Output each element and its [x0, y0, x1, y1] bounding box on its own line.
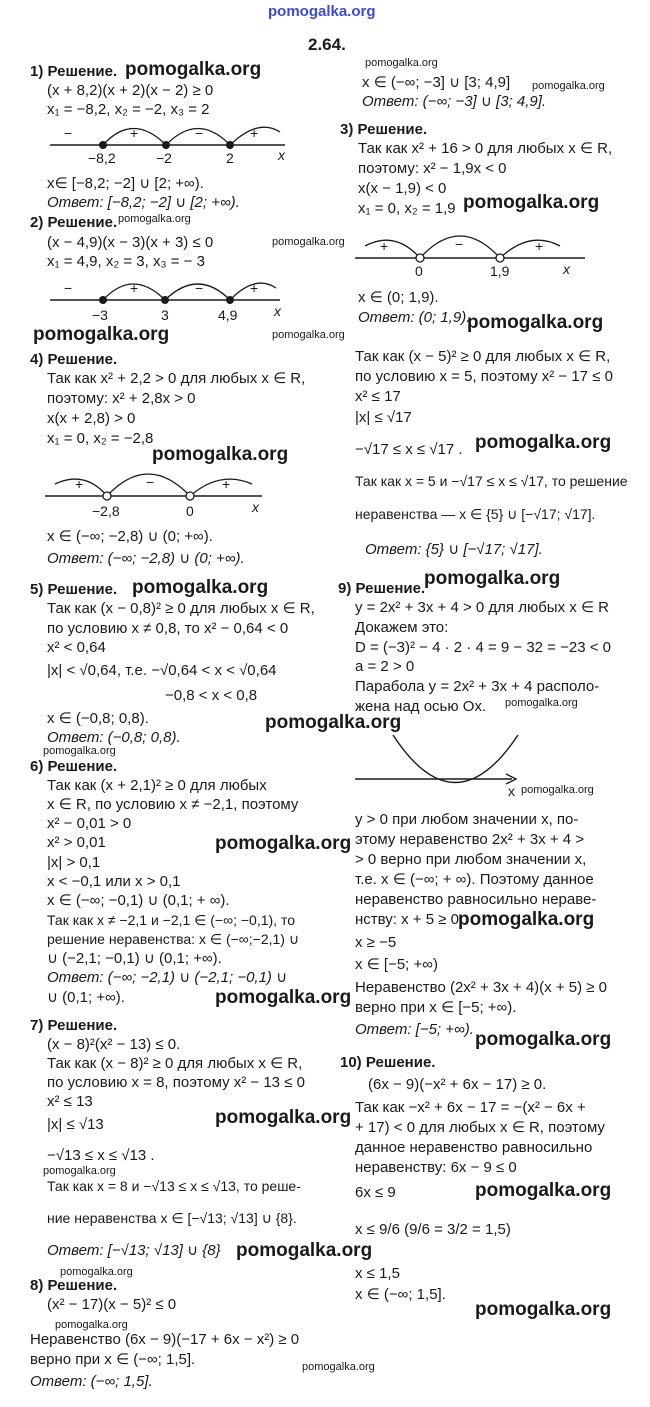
- watermark-small: pomogalka.org: [272, 329, 345, 341]
- problem-10-line: 6x ≤ 9: [355, 1184, 396, 1201]
- watermark-small: pomogalka.org: [118, 213, 191, 225]
- problem-8-line: по условию x = 5, поэтому x² − 17 ≤ 0: [355, 368, 613, 385]
- problem-8-line: Так как x = 5 и −√17 ≤ x ≤ √17, то решение: [355, 473, 628, 489]
- problem-5-line: x ∈ (−0,8; 0,8).: [47, 710, 149, 727]
- conclusion-line: Неравенство (6x − 9)(−17 + 6x − x²) ≥ 0: [30, 1331, 300, 1348]
- watermark-small: pomogalka.org: [532, 80, 605, 92]
- problem-3-line: x(x − 1,9) < 0: [358, 180, 447, 197]
- sign: −: [64, 125, 73, 141]
- sign: −: [64, 280, 73, 296]
- problem-1-answer: Ответ: [−8,2; −2] ∪ [2; +∞).: [47, 194, 240, 211]
- problem-7-line: Так как (x − 8)² ≥ 0 для любых x ∈ R,: [47, 1055, 303, 1072]
- problem-8-line: (x² − 17)(x − 5)² ≤ 0: [47, 1296, 177, 1313]
- problem-4-line: поэтому: x² + 2,8x > 0: [47, 390, 196, 407]
- axis-label: x: [508, 783, 515, 799]
- axis-label: x: [252, 499, 259, 515]
- problem-4-answer: Ответ: (−∞; −2,8) ∪ (0; +∞).: [47, 550, 245, 567]
- problem-9-line: т.е. x ∈ (−∞; + ∞). Поэтому данное: [355, 871, 594, 888]
- problem-4-line: x₁ = 0, x₂ = −2,8: [47, 430, 154, 447]
- tick-label: −8,2: [88, 150, 116, 166]
- watermark-small: pomogalka.org: [521, 784, 594, 796]
- problem-9-line: Парабола y = 2x² + 3x + 4 располо-: [355, 678, 600, 695]
- problem-5-line: по условию x ≠ 0,8, то x² − 0,64 < 0: [47, 620, 289, 637]
- axis-label: x: [274, 303, 281, 319]
- problem-8-line: x² ≤ 17: [355, 388, 401, 405]
- problem-6-line: ∪ (−2,1; −0,1) ∪ (0,1; +∞).: [47, 950, 222, 967]
- problem-2-line: x ∈ (−∞; −3] ∪ [3; 4,9]: [362, 74, 511, 91]
- problem-10-line: (6x − 9)(−x² + 6x − 17) ≥ 0.: [368, 1076, 547, 1093]
- problem-6-line: Так как x ≠ −2,1 и −2,1 ∈ (−∞; −0,1), то: [47, 912, 295, 928]
- tick-label: 1,9: [490, 263, 510, 279]
- problem-10-line: x ≤ 1,5: [355, 1265, 400, 1282]
- problem-7-line: ние неравенства x ∈ [−√13; √13] ∪ {8}.: [47, 1210, 297, 1226]
- conclusion-line: верно при x ∈ (−∞; 1,5].: [30, 1351, 196, 1368]
- axis-label: x: [563, 261, 570, 277]
- problem-2-line: (x − 4,9)(x − 3)(x + 3) ≤ 0: [47, 234, 214, 251]
- watermark-small: pomogalka.org: [365, 57, 438, 69]
- problem-9-line: > 0 верно при любом значении x,: [355, 851, 587, 868]
- problem-5-line: −0,8 < x < 0,8: [165, 687, 258, 704]
- problem-5-heading: 5) Решение.: [30, 581, 118, 598]
- problem-1-line: x₁ = −8,2, x₂ = −2, x₃ = 2: [47, 101, 210, 118]
- problem-10-line: данное неравенство равносильно: [355, 1139, 593, 1156]
- problem-10-line: Так как −x² + 6x − 17 = −(x² − 6x +: [355, 1099, 586, 1116]
- problem-9-line: нству: x + 5 ≥ 0: [355, 911, 459, 928]
- problem-6-answer: Ответ: (−∞; −2,1) ∪ (−2,1; −0,1) ∪: [47, 969, 288, 986]
- tick-label: 2: [226, 150, 234, 166]
- tick-label: −2: [156, 150, 172, 166]
- problem-2-answer: Ответ: (−∞; −3] ∪ [3; 4,9].: [362, 93, 547, 110]
- problem-7-line: |x| ≤ √13: [47, 1116, 104, 1133]
- problem-4-line: Так как x² + 2,2 > 0 для любых x ∈ R,: [47, 370, 306, 387]
- problem-8-heading: 8) Решение.: [30, 1277, 118, 1294]
- problem-4-line: x ∈ (−∞; −2,8) ∪ (0; +∞).: [47, 528, 213, 545]
- sign: +: [130, 125, 139, 141]
- tick-label: 3: [161, 307, 169, 323]
- problem-9-line: y > 0 при любом значении x, по-: [355, 811, 579, 828]
- tick-label: −2,8: [92, 503, 120, 519]
- watermark: pomogalka.org: [215, 987, 352, 1008]
- problem-5-answer: Ответ: (−0,8; 0,8).: [47, 729, 181, 746]
- problem-8-line: неравенства — x ∈ {5} ∪ [−√17; √17].: [355, 506, 596, 522]
- watermark: pomogalka.org: [475, 1180, 612, 1201]
- problem-9-line: x ≥ −5: [355, 934, 397, 951]
- sign: −: [195, 280, 204, 296]
- watermark: pomogalka.org: [125, 59, 262, 80]
- problem-5-line: |x| < √0,64, т.е. −√0,64 < x < √0,64: [47, 662, 277, 679]
- tick-label: 4,9: [218, 307, 238, 323]
- watermark: pomogalka.org: [33, 324, 170, 345]
- sign: +: [222, 476, 231, 492]
- problem-4-heading: 4) Решение.: [30, 351, 118, 368]
- axis-label: x: [278, 147, 285, 163]
- watermark: pomogalka.org: [265, 712, 402, 733]
- watermark-small: pomogalka.org: [272, 236, 345, 248]
- watermark-small: pomogalka.org: [43, 1165, 116, 1177]
- problem-4-line: x(x + 2,8) > 0: [47, 410, 136, 427]
- watermark: pomogalka.org: [215, 833, 352, 854]
- problem-1-line: x∈ [−8,2; −2] ∪ [2; +∞).: [47, 175, 204, 192]
- problem-9-line: D = (−3)² − 4 · 2 · 4 = 9 − 32 = −23 < 0: [355, 639, 611, 656]
- problem-10-line: неравенству: 6x − 9 ≤ 0: [355, 1159, 517, 1176]
- problem-7-line: (x − 8)²(x² − 13) ≤ 0.: [47, 1036, 181, 1053]
- sign: +: [380, 238, 389, 254]
- problem-10-line: + 17) < 0 для любых x ∈ R, поэтому: [355, 1119, 605, 1136]
- problem-7-answer: Ответ: [−√13; √13] ∪ {8}: [47, 1242, 221, 1259]
- sign: +: [250, 125, 259, 141]
- problem-9-heading: 9) Решение.: [338, 580, 426, 597]
- problem-2-heading: 2) Решение.: [30, 214, 118, 231]
- watermark-small: pomogalka.org: [505, 697, 578, 709]
- problem-9-line: a = 2 > 0: [355, 658, 415, 675]
- problem-2-line: x₁ = 4,9, x₂ = 3, x₃ = − 3: [47, 253, 205, 270]
- watermark-small: pomogalka.org: [302, 1361, 375, 1373]
- watermark: pomogalka.org: [463, 192, 600, 213]
- problem-6-line: x ∈ (−∞; −0,1) ∪ (0,1; + ∞).: [47, 892, 230, 909]
- watermark: pomogalka.org: [475, 1029, 612, 1050]
- conclusion-answer: Ответ: (−∞; 1,5].: [30, 1373, 153, 1390]
- problem-7-line: по условию x = 8, поэтому x² − 13 ≤ 0: [47, 1074, 305, 1091]
- sign: +: [130, 280, 139, 296]
- watermark-small: pomogalka.org: [43, 745, 116, 757]
- problem-10-line: x ≤ 9/6 (9/6 = 3/2 = 1,5): [355, 1221, 511, 1238]
- watermark: pomogalka.org: [152, 444, 289, 465]
- problem-6-line: x ∈ R, по условию x ≠ −2,1, поэтому: [47, 796, 299, 813]
- problem-10-heading: 10) Решение.: [340, 1054, 436, 1071]
- problem-5-line: Так как (x − 0,8)² ≥ 0 для любых x ∈ R,: [47, 600, 315, 617]
- watermark-top: pomogalka.org: [268, 3, 376, 20]
- problem-9-line: жена над осью Ox.: [355, 698, 487, 715]
- problem-7-heading: 7) Решение.: [30, 1017, 118, 1034]
- problem-7-line: Так как x = 8 и −√13 ≤ x ≤ √13, то реше-: [47, 1178, 301, 1194]
- problem-10-line: x ∈ (−∞; 1,5].: [355, 1286, 446, 1303]
- problem-6-line: x² > 0,01: [47, 834, 106, 851]
- problem-3-answer: Ответ: (0; 1,9).: [358, 309, 471, 326]
- problem-3-line: Так как x² + 16 > 0 для любых x ∈ R,: [358, 140, 613, 157]
- sign: −: [455, 236, 464, 252]
- problem-6-line: решение неравенства: x ∈ (−∞;−2,1) ∪: [47, 931, 300, 947]
- problem-9-line: y = 2x² + 3x + 4 > 0 для любых x ∈ R: [355, 599, 609, 616]
- problem-8-line: −√17 ≤ x ≤ √17 .: [355, 441, 463, 458]
- problem-8-line: Так как (x − 5)² ≥ 0 для любых x ∈ R,: [355, 348, 611, 365]
- problem-3-heading: 3) Решение.: [340, 121, 428, 138]
- tick-label: −3: [92, 307, 108, 323]
- problem-6-line: x² − 0,01 > 0: [47, 815, 132, 832]
- watermark: pomogalka.org: [236, 1240, 373, 1261]
- sign: +: [250, 280, 259, 296]
- problem-7-line: −√13 ≤ x ≤ √13 .: [47, 1147, 155, 1164]
- watermark-small: pomogalka.org: [55, 1319, 128, 1331]
- problem-9-line: Докажем это:: [355, 619, 449, 636]
- problem-9-line: верно при x ∈ [−5; +∞).: [355, 999, 517, 1016]
- tick-label: 0: [415, 263, 423, 279]
- watermark: pomogalka.org: [475, 432, 612, 453]
- problem-5-line: x² < 0,64: [47, 639, 106, 656]
- watermark: pomogalka.org: [467, 312, 604, 333]
- problem-6-line: |x| > 0,1: [47, 854, 101, 871]
- problem-3-line: x₁ = 0, x₂ = 1,9: [358, 200, 456, 217]
- problem-6-heading: 6) Решение.: [30, 758, 118, 775]
- problem-3-line: x ∈ (0; 1,9).: [358, 289, 439, 306]
- problem-8-answer: Ответ: {5} ∪ [−√17; √17].: [365, 541, 543, 558]
- problem-1-line: (x + 8,2)(x + 2)(x − 2) ≥ 0: [47, 82, 214, 99]
- problem-8-line: |x| ≤ √17: [355, 409, 412, 426]
- problem-6-line: Так как (x + 2,1)² ≥ 0 для любых: [47, 777, 267, 794]
- sign: −: [195, 125, 204, 141]
- watermark: pomogalka.org: [215, 1107, 352, 1128]
- sign: −: [146, 474, 155, 490]
- watermark: pomogalka.org: [475, 1299, 612, 1320]
- problem-9-line: Неравенство (2x² + 3x + 4)(x + 5) ≥ 0: [355, 979, 608, 996]
- problem-9-line: неравенство равносильно нераве-: [355, 891, 597, 908]
- watermark-small: pomogalka.org: [60, 1266, 133, 1278]
- watermark: pomogalka.org: [458, 909, 595, 930]
- problem-6-line: x < −0,1 или x > 0,1: [47, 873, 181, 890]
- problem-9-answer: Ответ: [−5; +∞).: [355, 1021, 474, 1038]
- problem-9-line: этому неравенство 2x² + 3x + 4 >: [355, 831, 585, 848]
- sign: +: [535, 238, 544, 254]
- watermark: pomogalka.org: [132, 577, 269, 598]
- sign: +: [75, 476, 84, 492]
- problem-3-line: поэтому: x² − 1,9x < 0: [358, 160, 507, 177]
- problem-6-line: ∪ (0,1; +∞).: [47, 989, 125, 1006]
- problem-9-line: x ∈ [−5; +∞): [355, 956, 438, 973]
- watermark: pomogalka.org: [424, 568, 561, 589]
- problem-7-line: x² ≤ 13: [47, 1093, 93, 1110]
- problem-1-heading: 1) Решение.: [30, 63, 118, 80]
- tick-label: 0: [186, 503, 194, 519]
- page-title: 2.64.: [308, 35, 346, 54]
